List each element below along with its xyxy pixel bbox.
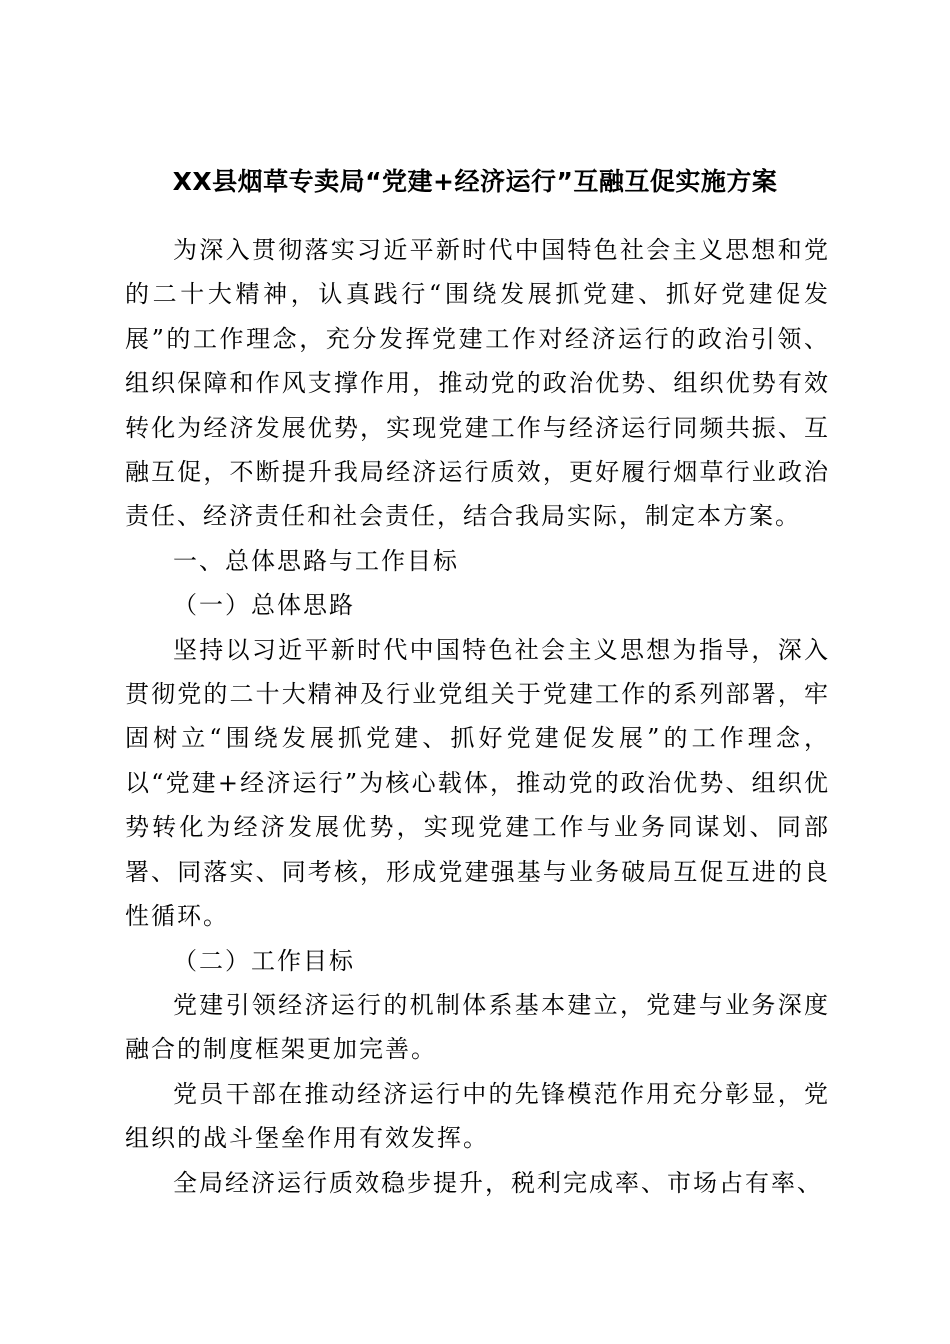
overall-approach-paragraph: 坚持以习近平新时代中国特色社会主义思想为指导，深入贯彻党的二十大精神及行业党组关于党建工作的系列部署，牢固树立“围绕发展抓党建、抓好党建促发展”的工作理念，以“党建+经济运行”为核心载体，推动党的政治优势、组织优势转化为经济发展优势，实现党建工作与业务同谋划、同部署、同落实、同考核，形成党建强基与业务破局互促互进的良性循环。 (125, 635, 830, 931)
section-heading-1: 一、总体思路与工作目标 (173, 546, 459, 575)
goal-paragraph-3: 全局经济运行质效稳步提升，税利完成率、市场占有率、 (173, 1168, 823, 1197)
goal-paragraph-1: 党建引领经济运行的机制体系基本建立，党建与业务深度融合的制度框架更加完善。 (125, 990, 830, 1064)
document-title: XX县烟草专卖局“党建+经济运行”互融互促实施方案 (172, 167, 778, 196)
subsection-heading-1: （一）总体思路 (173, 591, 355, 620)
subsection-heading-2: （二）工作目标 (173, 946, 355, 975)
goal-paragraph-2: 党员干部在推动经济运行中的先锋模范作用充分彰显，党组织的战斗堡垒作用有效发挥。 (125, 1079, 830, 1153)
intro-paragraph: 为深入贯彻落实习近平新时代中国特色社会主义思想和党的二十大精神，认真践行“围绕发展抓党建、抓好党建促发展”的工作理念，充分发挥党建工作对经济运行的政治引领、组织保障和作风支撑作用，推动党的政治优势、组织优势有效转化为经济发展优势，实现党建工作与经济运行同频共振、互融互促，不断提升我局经济运行质效，更好履行烟草行业政治责任、经济责任和社会责任，结合我局实际，制定本方案。 (125, 236, 830, 531)
document-body (125, 228, 830, 1205)
